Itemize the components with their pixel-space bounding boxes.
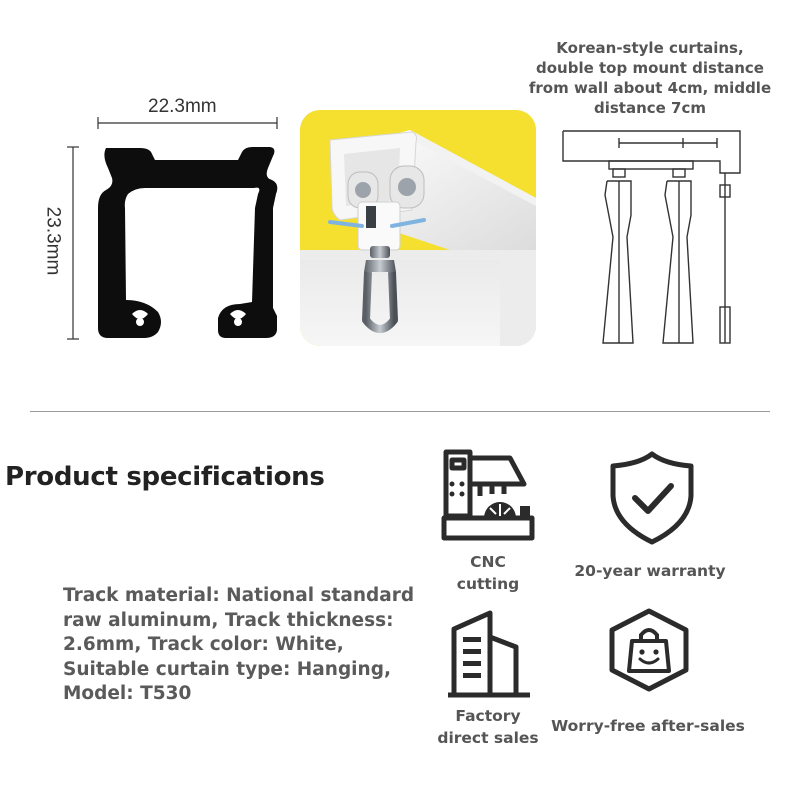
feature-factory [428,605,548,755]
feature-warranty [550,448,750,598]
feature-label-factory: Factory direct sales [437,707,539,747]
curtain-mount-diagram [555,125,755,350]
shield-check-icon [607,450,697,550]
track-roller-illustration [300,110,536,346]
feature-label-warranty: 20-year warranty [574,562,726,580]
feature-after-sales [548,605,748,755]
height-dimension-label: 23.3mm [42,206,64,276]
track-profile-drawing [40,90,300,350]
cnc-machine-icon [440,448,536,548]
curtain-mount-svg [555,125,755,350]
feature-label-after-sales: Worry-free after-sales [551,717,745,735]
section-divider [30,411,770,412]
specs-text: Track material: National standard raw aluminum, Track thickness: 2.6mm, Track color: White, Suitable curtain type: Hanging, Model: T530 [63,585,415,704]
width-dimension-label: 22.3mm [148,96,217,117]
diagram-caption: Korean-style curtains, double top mount distance from wall about 4cm, middle distance 7cm [528,39,772,117]
factory-building-icon [446,607,532,703]
feature-label-cnc: CNC cutting [456,553,520,593]
specs-title: Product specifications [5,462,325,492]
track-profile-svg [40,90,300,350]
feature-cnc [428,448,548,598]
track-roller-photo [300,110,536,346]
shopping-bag-icon [606,607,692,697]
track-profile-shape [98,147,277,338]
